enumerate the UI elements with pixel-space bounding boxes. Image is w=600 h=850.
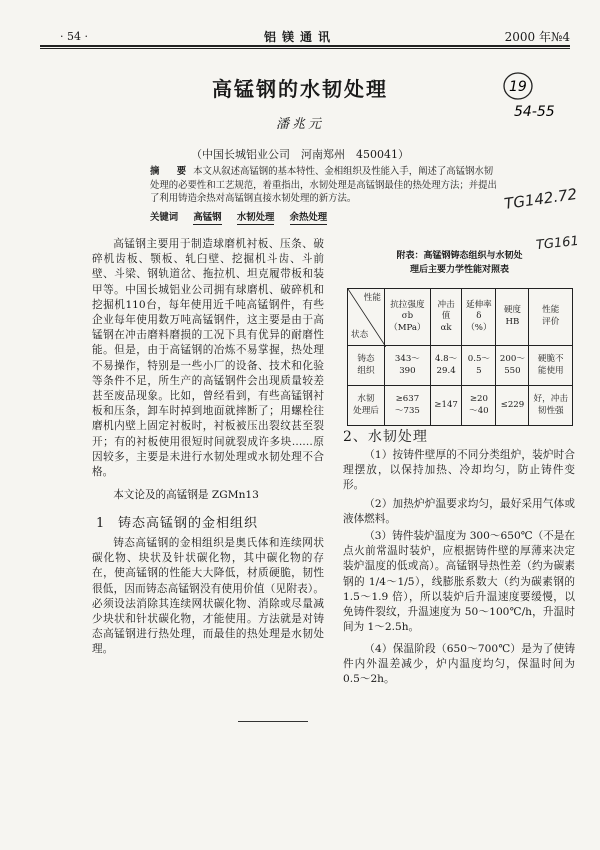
table-col-header bbox=[496, 289, 529, 346]
cell-line: 能使用 bbox=[537, 365, 564, 376]
table-row bbox=[348, 386, 573, 426]
section-2-heading bbox=[343, 426, 575, 446]
cell-line: 0.5～ bbox=[467, 353, 491, 364]
intro-paragraph: 高锰钢主要用于制造球磨机衬板、压条、破碎机齿板、颚板、轧臼壁、挖掘机斗齿、斗前壁、斗梁、钢轨道岔、拖拉机、坦克履带板和装甲等。中国长城铝业公司拥有球磨机、破碎机和挖掘机110台，每年使用近千吨高锰钢件，有些企业每年使用数万吨高锰钢件，这主要是由于高锰钢在冲击磨料磨损的工况下具有优异的耐磨性能。但是，由于高锰钢的冶炼不易掌握，热处理不易操作，特别是一些小厂的设备、技术和化验等条件不足，所生产的高锰钢件会出现质量较差甚至废品现象。比如，曾经看到，有些高锰钢衬板和压条，卸车时掉到地面就摔断了；用螺栓往磨机内壁上固定衬板时，衬板被压出裂纹甚至裂开；有的衬板使用很短时间就裂成许多块……原因较多，主要是未进行水韧处理或水韧处理不合格。 bbox=[92, 238, 324, 479]
header-line: HB bbox=[505, 317, 520, 327]
cell-line: ≤229 bbox=[500, 399, 525, 410]
cell-line: 4.8～ bbox=[434, 353, 458, 364]
header-line: 硬度 bbox=[503, 305, 522, 316]
table-cell bbox=[462, 386, 496, 426]
header-rule-thin bbox=[40, 48, 570, 49]
header-line: δ bbox=[476, 311, 482, 322]
cell-line: 390 bbox=[399, 365, 416, 376]
footnote-rule bbox=[238, 721, 308, 722]
section-2-title: 水韧处理 bbox=[367, 429, 428, 445]
right-paragraph-3: （3）铸件装炉温度为 300～650℃（不是在点火前常温时装炉，应根据铸件壁的厚薄来决定装炉温度的低或高）。高锰钢导热性差（约为碳素钢的 1/4～1/5），线膨胀系数大（约为碳素钢的 1.5～1.9 倍），所以装炉后升温速度要缓慢，以免铸件裂纹，升温速度为 50～100℃/h，升温时间为 1～2.5h。 bbox=[343, 530, 575, 634]
table-cell bbox=[430, 346, 462, 386]
material-line: 本文论及的高锰钢是 ZGMn13 bbox=[113, 489, 259, 501]
right-paragraph-1: （1）按铸件壁厚的不同分类组炉，装炉时合理摆放，以保持加热、冷却均匀，防止铸件变形。 bbox=[343, 449, 575, 492]
section-1-number: 1 bbox=[96, 516, 106, 531]
journal-name: 铝镁通讯 bbox=[263, 30, 336, 44]
header-line: （MPa） bbox=[389, 322, 426, 333]
header-line: 延伸率 bbox=[465, 299, 492, 310]
abstract-text: 本文从叙述高锰钢的基本特性、金相组织及性能入手，阐述了高锰钢水韧处理的必要性和工艺规范，着重指出，水韧处理是高锰钢最佳的热处理方法；并提出了利用铸造余热对高锰钢直接水韧处理的新方法。 bbox=[150, 166, 497, 205]
table-cell bbox=[529, 346, 573, 386]
header-line: 性能 bbox=[542, 305, 560, 316]
table-row-label bbox=[348, 346, 385, 386]
handwritten-mark-1: 19 bbox=[509, 79, 527, 95]
header-line: σb bbox=[401, 311, 414, 322]
handwritten-mark-2: TG142.72 bbox=[503, 184, 579, 214]
cell-line: 硬脆不 bbox=[537, 353, 564, 364]
abstract-label: 摘 要 bbox=[150, 166, 191, 177]
right-paragraph-2: （2）加热炉炉温要求均匀，最好采用气体或液体燃料。 bbox=[343, 498, 575, 526]
cell-line: 韧性强 bbox=[537, 405, 564, 416]
cell-line: 200～ bbox=[499, 353, 525, 364]
section-1-paragraph: 铸态高锰钢的金相组织是奥氏体和连续网状碳化物、块状及针状碳化物，其中碳化物的存在，使高锰钢的性能大大降低，材质硬脆，韧性很低，因而铸态高锰钢没有使用价值（见附表）。必须设法消除其连续网状碳化物、消除或尽量减少块状和针状碳化物，才能使用。方法就是对铸态高锰钢进行热处理，而最佳的热处理是水韧处理。 bbox=[92, 537, 324, 656]
keyword: 水韧处理 bbox=[236, 212, 275, 223]
handwritten-mark-1-sub: 54-55 bbox=[514, 104, 555, 120]
cell-line: 29.4 bbox=[436, 365, 456, 376]
table-cell bbox=[430, 386, 462, 426]
table-cell bbox=[385, 346, 431, 386]
article-author: 潘兆元 bbox=[275, 117, 324, 132]
table-cell bbox=[496, 346, 529, 386]
cell-line: ～40 bbox=[469, 405, 489, 416]
cell-line: 5 bbox=[476, 365, 482, 376]
table-caption-line-2: 理后主要力学性能对照表 bbox=[409, 264, 509, 275]
table-caption-line-1: 附表：高锰钢铸态组织与水韧处 bbox=[396, 251, 523, 261]
table-row-label bbox=[348, 386, 385, 426]
cell-line: 好，冲击 bbox=[533, 393, 568, 404]
table-caption bbox=[352, 250, 567, 277]
keyword: 余热处理 bbox=[289, 212, 328, 223]
keywords bbox=[150, 209, 490, 223]
table-cell bbox=[385, 386, 431, 426]
row-label-line: 水韧 bbox=[357, 393, 375, 404]
table-row bbox=[348, 346, 573, 386]
table-corner-top: 性能 bbox=[363, 293, 381, 303]
header-line: 冲击 bbox=[437, 299, 455, 310]
cell-line: ≥637 bbox=[395, 393, 420, 404]
section-1-heading bbox=[96, 512, 328, 531]
row-label-line: 组织 bbox=[357, 365, 375, 376]
cell-line: ≥147 bbox=[434, 399, 458, 410]
table-header-row bbox=[348, 289, 573, 346]
section-2-number: 2、 bbox=[343, 429, 368, 445]
table-col-header bbox=[385, 289, 431, 346]
table-corner-cell bbox=[348, 289, 385, 346]
cell-line: 343～ bbox=[394, 353, 420, 364]
handwritten-mark-3: TG161 bbox=[535, 233, 580, 254]
table-corner-bottom: 状态 bbox=[351, 330, 369, 341]
table-col-header bbox=[529, 289, 573, 346]
author-affiliation: （中国长城铝业公司 河南郑州 450041） bbox=[191, 148, 409, 161]
page-number: · 54 · bbox=[60, 30, 88, 43]
cell-line: ≥20 bbox=[469, 393, 488, 404]
header-line: 值 bbox=[441, 311, 451, 322]
cell-line: ～735 bbox=[394, 405, 420, 416]
article-title: 高锰钢的水韧处理 bbox=[212, 77, 388, 101]
table-col-header bbox=[462, 289, 496, 346]
cell-line: 550 bbox=[504, 365, 521, 376]
table-cell bbox=[462, 346, 496, 386]
header-line: αk bbox=[440, 322, 452, 333]
section-1-title: 铸态高锰钢的金相组织 bbox=[118, 516, 259, 531]
keywords-label: 关键词 bbox=[150, 212, 179, 223]
table-cell bbox=[529, 386, 573, 426]
header-line: 评价 bbox=[542, 317, 560, 327]
header-line: 抗拉强度 bbox=[390, 299, 425, 310]
properties-table bbox=[347, 288, 573, 426]
row-label-line: 处理后 bbox=[353, 405, 379, 416]
issue-number: 2000 年№4 bbox=[504, 30, 570, 44]
header-rule bbox=[40, 45, 570, 47]
abstract bbox=[150, 165, 498, 206]
header-line: （%） bbox=[466, 322, 492, 333]
keyword: 高锰钢 bbox=[193, 212, 222, 223]
table-col-header bbox=[430, 289, 462, 346]
right-paragraph-4: （4）保温阶段（650～700℃）是为了使铸件内外温差减少，炉内温度均匀，保温时间为 0.5～2h。 bbox=[343, 643, 575, 686]
row-label-line: 铸态 bbox=[357, 353, 375, 364]
table-cell bbox=[496, 386, 529, 426]
